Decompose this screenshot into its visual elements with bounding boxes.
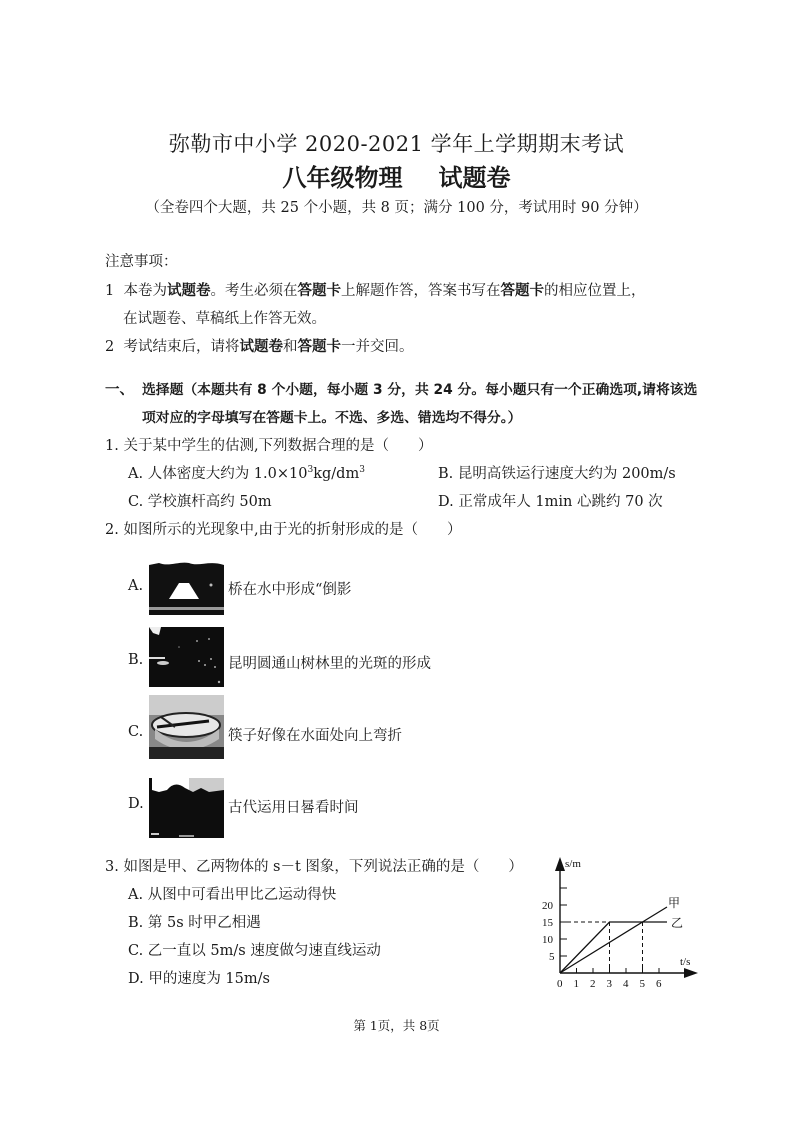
x-axis-label: t/s (680, 956, 691, 968)
q3-option-b: B. 第 5s 时甲乙相遇 (128, 915, 261, 931)
svg-text:0: 0 (557, 978, 563, 990)
page-number: 第 1页，共 8页 (353, 1018, 440, 1033)
series-yi-line (560, 922, 667, 973)
exam-title: 弥勒市中小学 2020-2021 学年上学期期末考试 (168, 132, 625, 156)
q2-option-c-text: 筷子好像在水面处向上弯折 (228, 728, 402, 744)
question-3-stem: 3. 如图是甲、乙两物体的 s－t 图象，下列说法正确的是（ ） (105, 859, 523, 875)
q2-option-a-text: 桥在水中形成“倒影 (228, 582, 352, 598)
bridge-reflection-photo (149, 555, 224, 615)
section-number: 一、 (105, 382, 134, 398)
q3-option-d: D. 甲的速度为 15m/s (128, 971, 270, 987)
q2-option-d-text: 古代运用日晷看时间 (228, 800, 359, 816)
y-axis-arrow-icon (555, 857, 565, 871)
s-t-graph (540, 855, 710, 999)
q1-option-b: B. 昆明高铁运行速度大约为 200m/s (438, 466, 676, 482)
series-jia-label: 甲 (668, 896, 681, 910)
forest-light-spots-photo (149, 627, 224, 687)
exam-subject-title (0, 158, 793, 193)
q3-option-c: C. 乙一直以 5m/s 速度做匀速直线运动 (128, 943, 381, 959)
svg-text:5: 5 (639, 978, 645, 990)
notes-heading: 注意事项： (105, 254, 178, 270)
q2-option-c-label: C. (128, 724, 144, 740)
y-axis-label: s/m (565, 858, 581, 870)
svg-text:4: 4 (623, 978, 629, 990)
section-heading-cont: 项对应的字母填写在答题卡上。不选、多选、错选均不得分。） (142, 410, 522, 426)
svg-text:15: 15 (542, 917, 553, 929)
series-jia-line (560, 907, 667, 973)
note-item-1-continuation: 在试题卷、草稿纸上作答无效。 (123, 311, 326, 327)
series-yi-label: 乙 (671, 916, 684, 930)
svg-text:20: 20 (542, 900, 553, 912)
q1-option-a: A. 人体密度大约为 $1.0\times 10^3kg/dm^3$ (128, 465, 365, 482)
note-item-2: 2 考试结束后，请将试题卷和答题卡一并交回。 (105, 338, 414, 355)
x-axis-arrow-icon (684, 968, 698, 978)
q1-option-c: C. 学校旗杆高约 50m (128, 494, 272, 510)
note-item-1: 1 本卷为试题卷。考生必须在答题卡上解题作答，答案书写在答题卡的相应位置上， (105, 282, 646, 299)
svg-text:5: 5 (549, 951, 555, 963)
subject-name: 八年级物理 (282, 164, 403, 192)
q1-option-d: D. 正常成年人 1min 心跳约 70 次 (438, 494, 663, 510)
section-heading: 选择题（本题共有 8 个小题，每小题 3 分，共 24 分。每小题只有一个正确选项,请将该选 (142, 382, 698, 398)
sundial-photo (149, 778, 224, 838)
svg-text:10: 10 (542, 934, 553, 946)
q2-option-b-label: B. (128, 652, 144, 668)
chopsticks-in-water-photo (149, 695, 224, 759)
svg-text:1: 1 (573, 978, 579, 990)
q3-option-a: A. 从图中可看出甲比乙运动得快 (128, 887, 337, 903)
q2-option-d-label: D. (128, 796, 144, 812)
q2-option-a-label: A. (128, 578, 144, 594)
q2-option-b-text: 昆明圆通山树林里的光斑的形成 (228, 656, 431, 672)
paper-type: 试题卷 (438, 164, 511, 192)
svg-text:2: 2 (590, 978, 596, 990)
svg-text:6: 6 (656, 978, 662, 990)
question-2-stem: 2. 如图所示的光现象中,由于光的折射形成的是（ ） (105, 522, 462, 538)
question-1-stem: 1. 关于某中学生的估测,下列数据合理的是（ ） (105, 438, 433, 454)
svg-text:3: 3 (606, 978, 612, 990)
exam-info: （全卷四个大题，共 25 个小题，共 8 页；满分 100 分，考试用时 90 分钟） (145, 200, 648, 216)
